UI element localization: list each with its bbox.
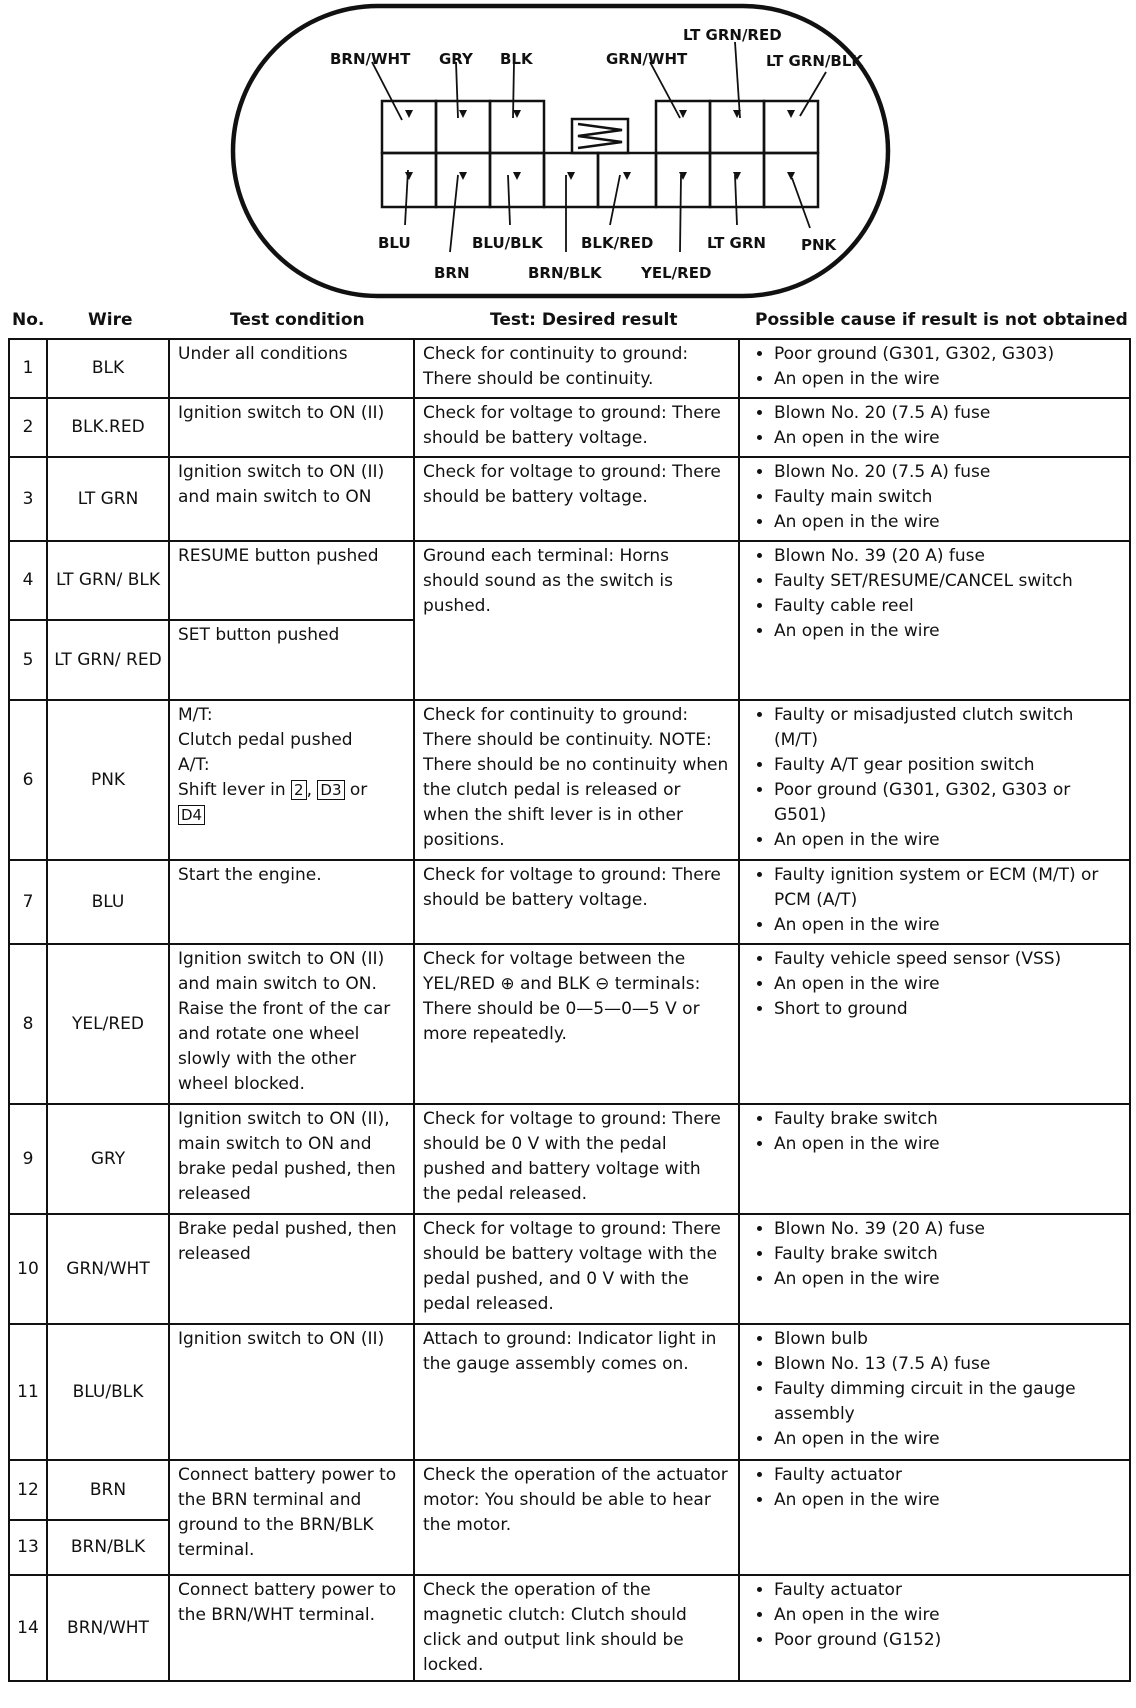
row-condition: SET button pushed — [169, 620, 414, 700]
cause-item: • Faulty brake switch — [774, 1242, 1121, 1267]
row-causes — [739, 398, 1130, 457]
table-row — [9, 339, 1130, 398]
cause-item: • Faulty A/T gear position switch — [774, 753, 1121, 778]
shift-lever-line — [178, 778, 405, 803]
row-result: Check for continuity to ground: There should be continuity. NOTE: There should be no continuity when the clutch pedal is released or when the shift lever is in other positions. — [414, 700, 739, 860]
row-wire: BRN/BLK — [47, 1520, 169, 1575]
cause-item: • Poor ground (G152) — [774, 1628, 1121, 1653]
cause-item: • An open in the wire — [774, 828, 1121, 853]
row-condition: Connect battery power to the BRN terminal and ground to the BRN/BLK terminal. — [169, 1460, 414, 1575]
row-result: Check for voltage to ground: There should be battery voltage. — [414, 398, 739, 457]
table-row — [9, 860, 1130, 944]
cause-item: • Poor ground (G301, G302, G303) — [774, 342, 1121, 367]
condition-line: A/T: — [178, 755, 210, 775]
row-no: 3 — [9, 457, 47, 541]
row-wire: PNK — [47, 700, 169, 860]
row-wire: GRY — [47, 1104, 169, 1214]
table-row — [9, 457, 1130, 541]
cause-item: • Short to ground — [774, 997, 1121, 1022]
cause-item: • Faulty main switch — [774, 485, 1121, 510]
label-blu-blk: BLU/BLK — [472, 234, 543, 252]
table-row — [9, 1460, 1130, 1520]
table-row — [9, 398, 1130, 457]
table-row — [9, 1214, 1130, 1324]
terminal-grid — [382, 101, 818, 207]
cause-item: • Blown No. 20 (7.5 A) fuse — [774, 401, 1121, 426]
row-causes — [739, 1324, 1130, 1460]
condition-line: Clutch pedal pushed — [178, 730, 353, 750]
cause-item: • Poor ground (G301, G302, G303 or G501) — [774, 778, 1121, 828]
shift-or: or — [349, 780, 368, 800]
row-causes — [739, 1575, 1130, 1681]
row-result: Attach to ground: Indicator light in the gauge assembly comes on. — [414, 1324, 739, 1460]
row-causes — [739, 457, 1130, 541]
row-condition: Brake pedal pushed, then released — [169, 1214, 414, 1324]
row-wire: GRN/WHT — [47, 1214, 169, 1324]
row-condition: Ignition switch to ON (II) — [169, 398, 414, 457]
row-condition: Ignition switch to ON (II) and main switch to ON — [169, 457, 414, 541]
row-no: 14 — [9, 1575, 47, 1681]
label-brn-wht: BRN/WHT — [330, 50, 411, 68]
row-causes — [739, 700, 1130, 860]
connector-diagram — [0, 0, 1136, 305]
header-test-condition: Test condition — [230, 310, 365, 330]
shift-text: Shift lever in — [178, 780, 286, 800]
table-row — [9, 541, 1130, 620]
row-condition: Connect battery power to the BRN/WHT terminal. — [169, 1575, 414, 1681]
header-wire: Wire — [88, 310, 133, 330]
row-causes — [739, 1214, 1130, 1324]
row-result: Check for voltage to ground: There should be 0 V with the pedal pushed and battery voltage with the pedal released. — [414, 1104, 739, 1214]
wire-test-table — [8, 338, 1131, 1682]
table-row — [9, 944, 1130, 1104]
row-wire: LT GRN — [47, 457, 169, 541]
row-condition — [169, 700, 414, 860]
row-result: Check for voltage to ground: There should be battery voltage with the pedal pushed, and 0 V with the pedal released. — [414, 1214, 739, 1324]
row-wire: BRN — [47, 1460, 169, 1520]
row-condition: Ignition switch to ON (II) — [169, 1324, 414, 1460]
row-no: 10 — [9, 1214, 47, 1324]
label-lt-grn: LT GRN — [707, 234, 766, 252]
leader-lines — [372, 42, 826, 252]
row-no: 5 — [9, 620, 47, 700]
label-brn-blk: BRN/BLK — [528, 264, 602, 282]
row-no: 4 — [9, 541, 47, 620]
row-causes — [739, 1104, 1130, 1214]
cause-item: • An open in the wire — [774, 1132, 1121, 1157]
table-row — [9, 1324, 1130, 1460]
gear-d4-box: D4 — [178, 805, 205, 825]
cause-item: • Blown No. 39 (20 A) fuse — [774, 544, 1121, 569]
row-no: 6 — [9, 700, 47, 860]
cause-item: • Faulty actuator — [774, 1463, 1121, 1488]
label-blk: BLK — [500, 50, 533, 68]
label-grn-wht: GRN/WHT — [606, 50, 688, 68]
row-condition: Ignition switch to ON (II), main switch to ON and brake pedal pushed, then released — [169, 1104, 414, 1214]
cause-item: • Blown No. 20 (7.5 A) fuse — [774, 460, 1121, 485]
row-wire: BLK.RED — [47, 398, 169, 457]
cause-item: • Faulty or misadjusted clutch switch (M/T) — [774, 703, 1121, 753]
table-row — [9, 700, 1130, 860]
label-lt-grn-red: LT GRN/RED — [683, 26, 782, 44]
row-wire: LT GRN/ RED — [47, 620, 169, 700]
row-no: 8 — [9, 944, 47, 1104]
row-causes — [739, 339, 1130, 398]
row-result: Check for voltage to ground: There should be battery voltage. — [414, 860, 739, 944]
cause-item: • Faulty brake switch — [774, 1107, 1121, 1132]
row-result: Check the operation of the magnetic clutch: Clutch should click and output link should be locked. — [414, 1575, 739, 1681]
label-blk-red: BLK/RED — [581, 234, 654, 252]
cause-item: • Blown bulb — [774, 1327, 1121, 1352]
table-row — [9, 1104, 1130, 1214]
row-no: 11 — [9, 1324, 47, 1460]
label-lt-grn-blk: LT GRN/BLK — [766, 52, 864, 70]
row-result: Check for voltage to ground: There should be battery voltage. — [414, 457, 739, 541]
cause-item: • An open in the wire — [774, 619, 1121, 644]
row-no: 12 — [9, 1460, 47, 1520]
gear-d3-box: D3 — [317, 780, 344, 800]
row-result: Check the operation of the actuator motor: You should be able to hear the motor. — [414, 1460, 739, 1575]
cause-item: • An open in the wire — [774, 510, 1121, 535]
label-yel-red: YEL/RED — [641, 264, 712, 282]
label-pnk: PNK — [801, 236, 837, 254]
cause-item: • An open in the wire — [774, 1603, 1121, 1628]
row-result: Check for continuity to ground: There should be continuity. — [414, 339, 739, 398]
row-no: 9 — [9, 1104, 47, 1214]
row-result: Check for voltage between the YEL/RED ⊕ and BLK ⊖ terminals: There should be 0—5—0—5 V or more repeatedly. — [414, 944, 739, 1104]
label-brn: BRN — [434, 264, 470, 282]
cause-item: • An open in the wire — [774, 913, 1121, 938]
row-wire: YEL/RED — [47, 944, 169, 1104]
cause-item: • Faulty dimming circuit in the gauge assembly — [774, 1377, 1121, 1427]
row-result: Ground each terminal: Horns should sound as the switch is pushed. — [414, 541, 739, 700]
cause-item: • An open in the wire — [774, 426, 1121, 451]
row-condition: RESUME button pushed — [169, 541, 414, 620]
row-wire: BLK — [47, 339, 169, 398]
label-blu: BLU — [378, 234, 411, 252]
row-causes — [739, 541, 1130, 700]
row-no: 13 — [9, 1520, 47, 1575]
row-no: 1 — [9, 339, 47, 398]
row-causes — [739, 860, 1130, 944]
row-wire: BLU/BLK — [47, 1324, 169, 1460]
label-gry: GRY — [439, 50, 473, 68]
cause-item: • Faulty cable reel — [774, 594, 1121, 619]
header-desired-result: Test: Desired result — [490, 310, 678, 330]
condition-line: M/T: — [178, 705, 213, 725]
row-wire: BLU — [47, 860, 169, 944]
cause-item: • An open in the wire — [774, 1427, 1121, 1452]
header-possible-cause: Possible cause if result is not obtained — [755, 310, 1128, 330]
cause-item: • Blown No. 13 (7.5 A) fuse — [774, 1352, 1121, 1377]
gear-2-box: 2 — [291, 780, 307, 800]
cause-item: • Faulty actuator — [774, 1578, 1121, 1603]
row-condition: Start the engine. — [169, 860, 414, 944]
row-causes — [739, 1460, 1130, 1575]
cause-item: • An open in the wire — [774, 1267, 1121, 1292]
header-no: No. — [12, 310, 45, 330]
cause-item: • Faulty vehicle speed sensor (VSS) — [774, 947, 1121, 972]
cause-item: • Faulty SET/RESUME/CANCEL switch — [774, 569, 1121, 594]
row-wire: BRN/WHT — [47, 1575, 169, 1681]
shift-sep: , — [306, 780, 312, 800]
row-condition: Ignition switch to ON (II) and main switch to ON. Raise the front of the car and rotate one wheel slowly with the other wheel blocked. — [169, 944, 414, 1104]
cause-item: • An open in the wire — [774, 972, 1121, 997]
row-causes — [739, 944, 1130, 1104]
row-no: 7 — [9, 860, 47, 944]
cause-item: • Blown No. 39 (20 A) fuse — [774, 1217, 1121, 1242]
table-row — [9, 1575, 1130, 1681]
row-no: 2 — [9, 398, 47, 457]
cause-item: • An open in the wire — [774, 1488, 1121, 1513]
row-condition: Under all conditions — [169, 339, 414, 398]
cause-item: • Faulty ignition system or ECM (M/T) or PCM (A/T) — [774, 863, 1121, 913]
cause-item: • An open in the wire — [774, 367, 1121, 392]
row-wire: LT GRN/ BLK — [47, 541, 169, 620]
